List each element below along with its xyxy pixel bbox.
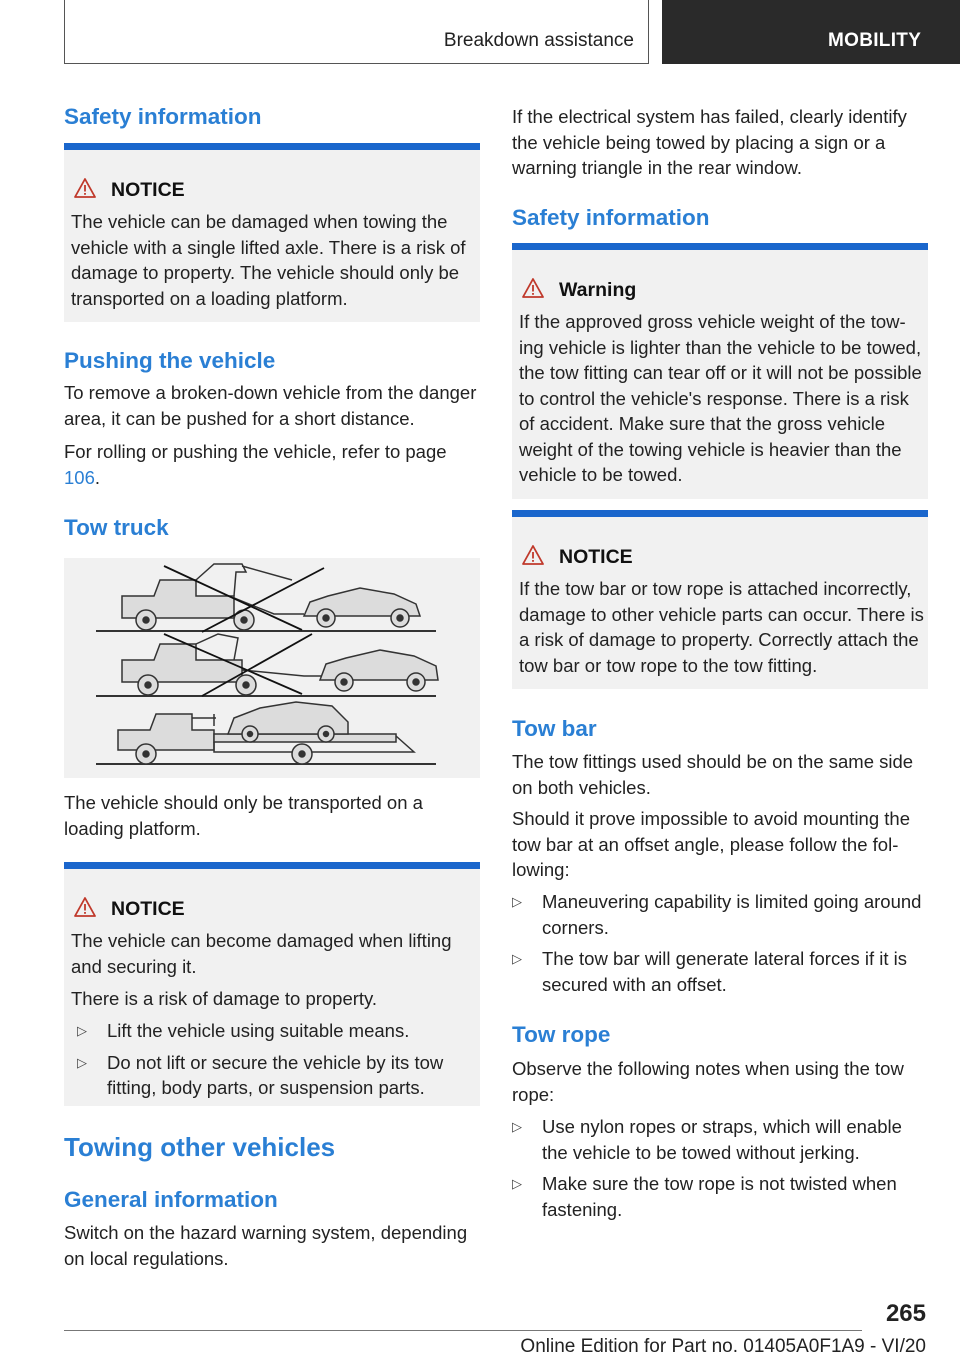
safety-information-heading-2: Safety information xyxy=(512,205,710,230)
warning-triangle-icon xyxy=(74,897,96,917)
list-item: ▷ Do not lift or secure the vehicle by its tow fitting, body parts, or suspension parts. xyxy=(77,1050,472,1101)
warning-box xyxy=(512,243,928,499)
header-chapter-tab xyxy=(662,0,960,64)
list-item: ▷ Make sure the tow rope is not twisted when fastening. xyxy=(512,1171,928,1222)
page-link-106[interactable]: 106 xyxy=(64,466,95,488)
warning-title: Warning xyxy=(559,279,637,301)
tow-bar-paragraph-1: The tow fittings used should be on the same side on both vehicles. xyxy=(512,751,914,798)
list-item: ▷ Maneuvering capability is limited going around corners. xyxy=(512,889,928,940)
footer-edition-text: Online Edition for Part no. 01405A0F1A9 - VI/20 xyxy=(520,1336,926,1357)
general-information-heading: General information xyxy=(64,1187,278,1212)
header-chapter-title: MOBILITY xyxy=(828,30,922,51)
notice-title: NOTICE xyxy=(111,898,185,920)
notice-box-2 xyxy=(64,862,480,1106)
pushing-ref-text: For rolling or pushing the vehicle, refer to page xyxy=(64,441,447,462)
warning-text: If the approved gross vehicle weight of the towing vehicle is lighter than the vehicle to be towed, the tow fitting can tear off or it will not be possible to control the vehicle's response. There is a risk of accident. Make sure that the gross vehicle weight of the towing vehicle is heavier than the vehicle to be towed. xyxy=(519,311,922,485)
pushing-vehicle-heading: Pushing the vehicle xyxy=(64,348,276,373)
notice-title: NOTICE xyxy=(111,179,185,201)
electrical-failure-text: If the electrical system has failed, clearly identify the vehicle being towed by placing a sign or a warning triangle in the rear window. xyxy=(512,106,907,178)
page-number: 265 xyxy=(885,1300,926,1327)
tow-truck-caption: The vehicle should only be transported on a loading platform. xyxy=(64,792,423,839)
footer-divider xyxy=(64,1330,862,1331)
header-section-title: Breakdown assistance xyxy=(443,30,634,51)
tow-rope-bullet-list xyxy=(512,1114,928,1228)
tow-rope-heading: Tow rope xyxy=(512,1022,611,1047)
notice-box-3 xyxy=(512,510,928,689)
header-section-tab xyxy=(64,0,649,64)
pushing-paragraph-1: To remove a broken-down vehicle from the danger area, it can be pushed for a short distance. xyxy=(64,382,477,429)
list-item: ▷ Use nylon ropes or straps, which will enable the vehicle to be towed without jerking. xyxy=(512,1114,928,1165)
safety-information-heading: Safety information xyxy=(64,104,262,129)
warning-triangle-icon xyxy=(74,178,96,198)
notice-text: The vehicle can be damaged when towing the vehicle with a single lifted axle. There is a risk of damage to property. The vehicle should only be transported on a loading platform. xyxy=(71,211,466,309)
list-item: ▷ Lift the vehicle using suitable means. xyxy=(77,1018,472,1044)
tow-bar-paragraph-2: Should it prove impossible to avoid mounting the tow bar at an offset angle, please follow the following: xyxy=(512,808,910,880)
tow-bar-heading: Tow bar xyxy=(512,716,597,741)
notice-bullet-list xyxy=(77,1018,472,1107)
towing-other-vehicles-heading: Towing other vehicles xyxy=(64,1132,336,1162)
list-item: ▷ The tow bar will generate lateral forces if it is secured with an offset. xyxy=(512,946,928,997)
pushing-paragraph-2 xyxy=(64,439,480,490)
tow-truck-illustration xyxy=(64,558,480,778)
tow-methods-diagram xyxy=(64,558,480,778)
notice-text-2: There is a risk of damage to property. xyxy=(71,988,378,1009)
tow-truck-heading: Tow truck xyxy=(64,515,169,540)
notice-text-1: The vehicle can become damaged when lifting and securing it. xyxy=(71,930,452,977)
tow-bar-bullet-list xyxy=(512,889,928,1003)
general-information-text: Switch on the hazard warning system, depending on local regulations. xyxy=(64,1222,468,1269)
pushing-ref-end: . xyxy=(94,466,101,488)
notice-text: If the tow bar or tow rope is attached incorrectly, damage to other vehicle parts can occur. There is a risk of damage to property. Correctly attach the tow bar or tow rope to the tow fitting. xyxy=(519,578,924,676)
warning-triangle-icon xyxy=(522,278,544,298)
tow-rope-paragraph: Observe the following notes when using the tow rope: xyxy=(512,1058,904,1105)
notice-box-1 xyxy=(64,143,480,322)
warning-triangle-icon xyxy=(522,545,544,565)
notice-title: NOTICE xyxy=(559,546,633,568)
